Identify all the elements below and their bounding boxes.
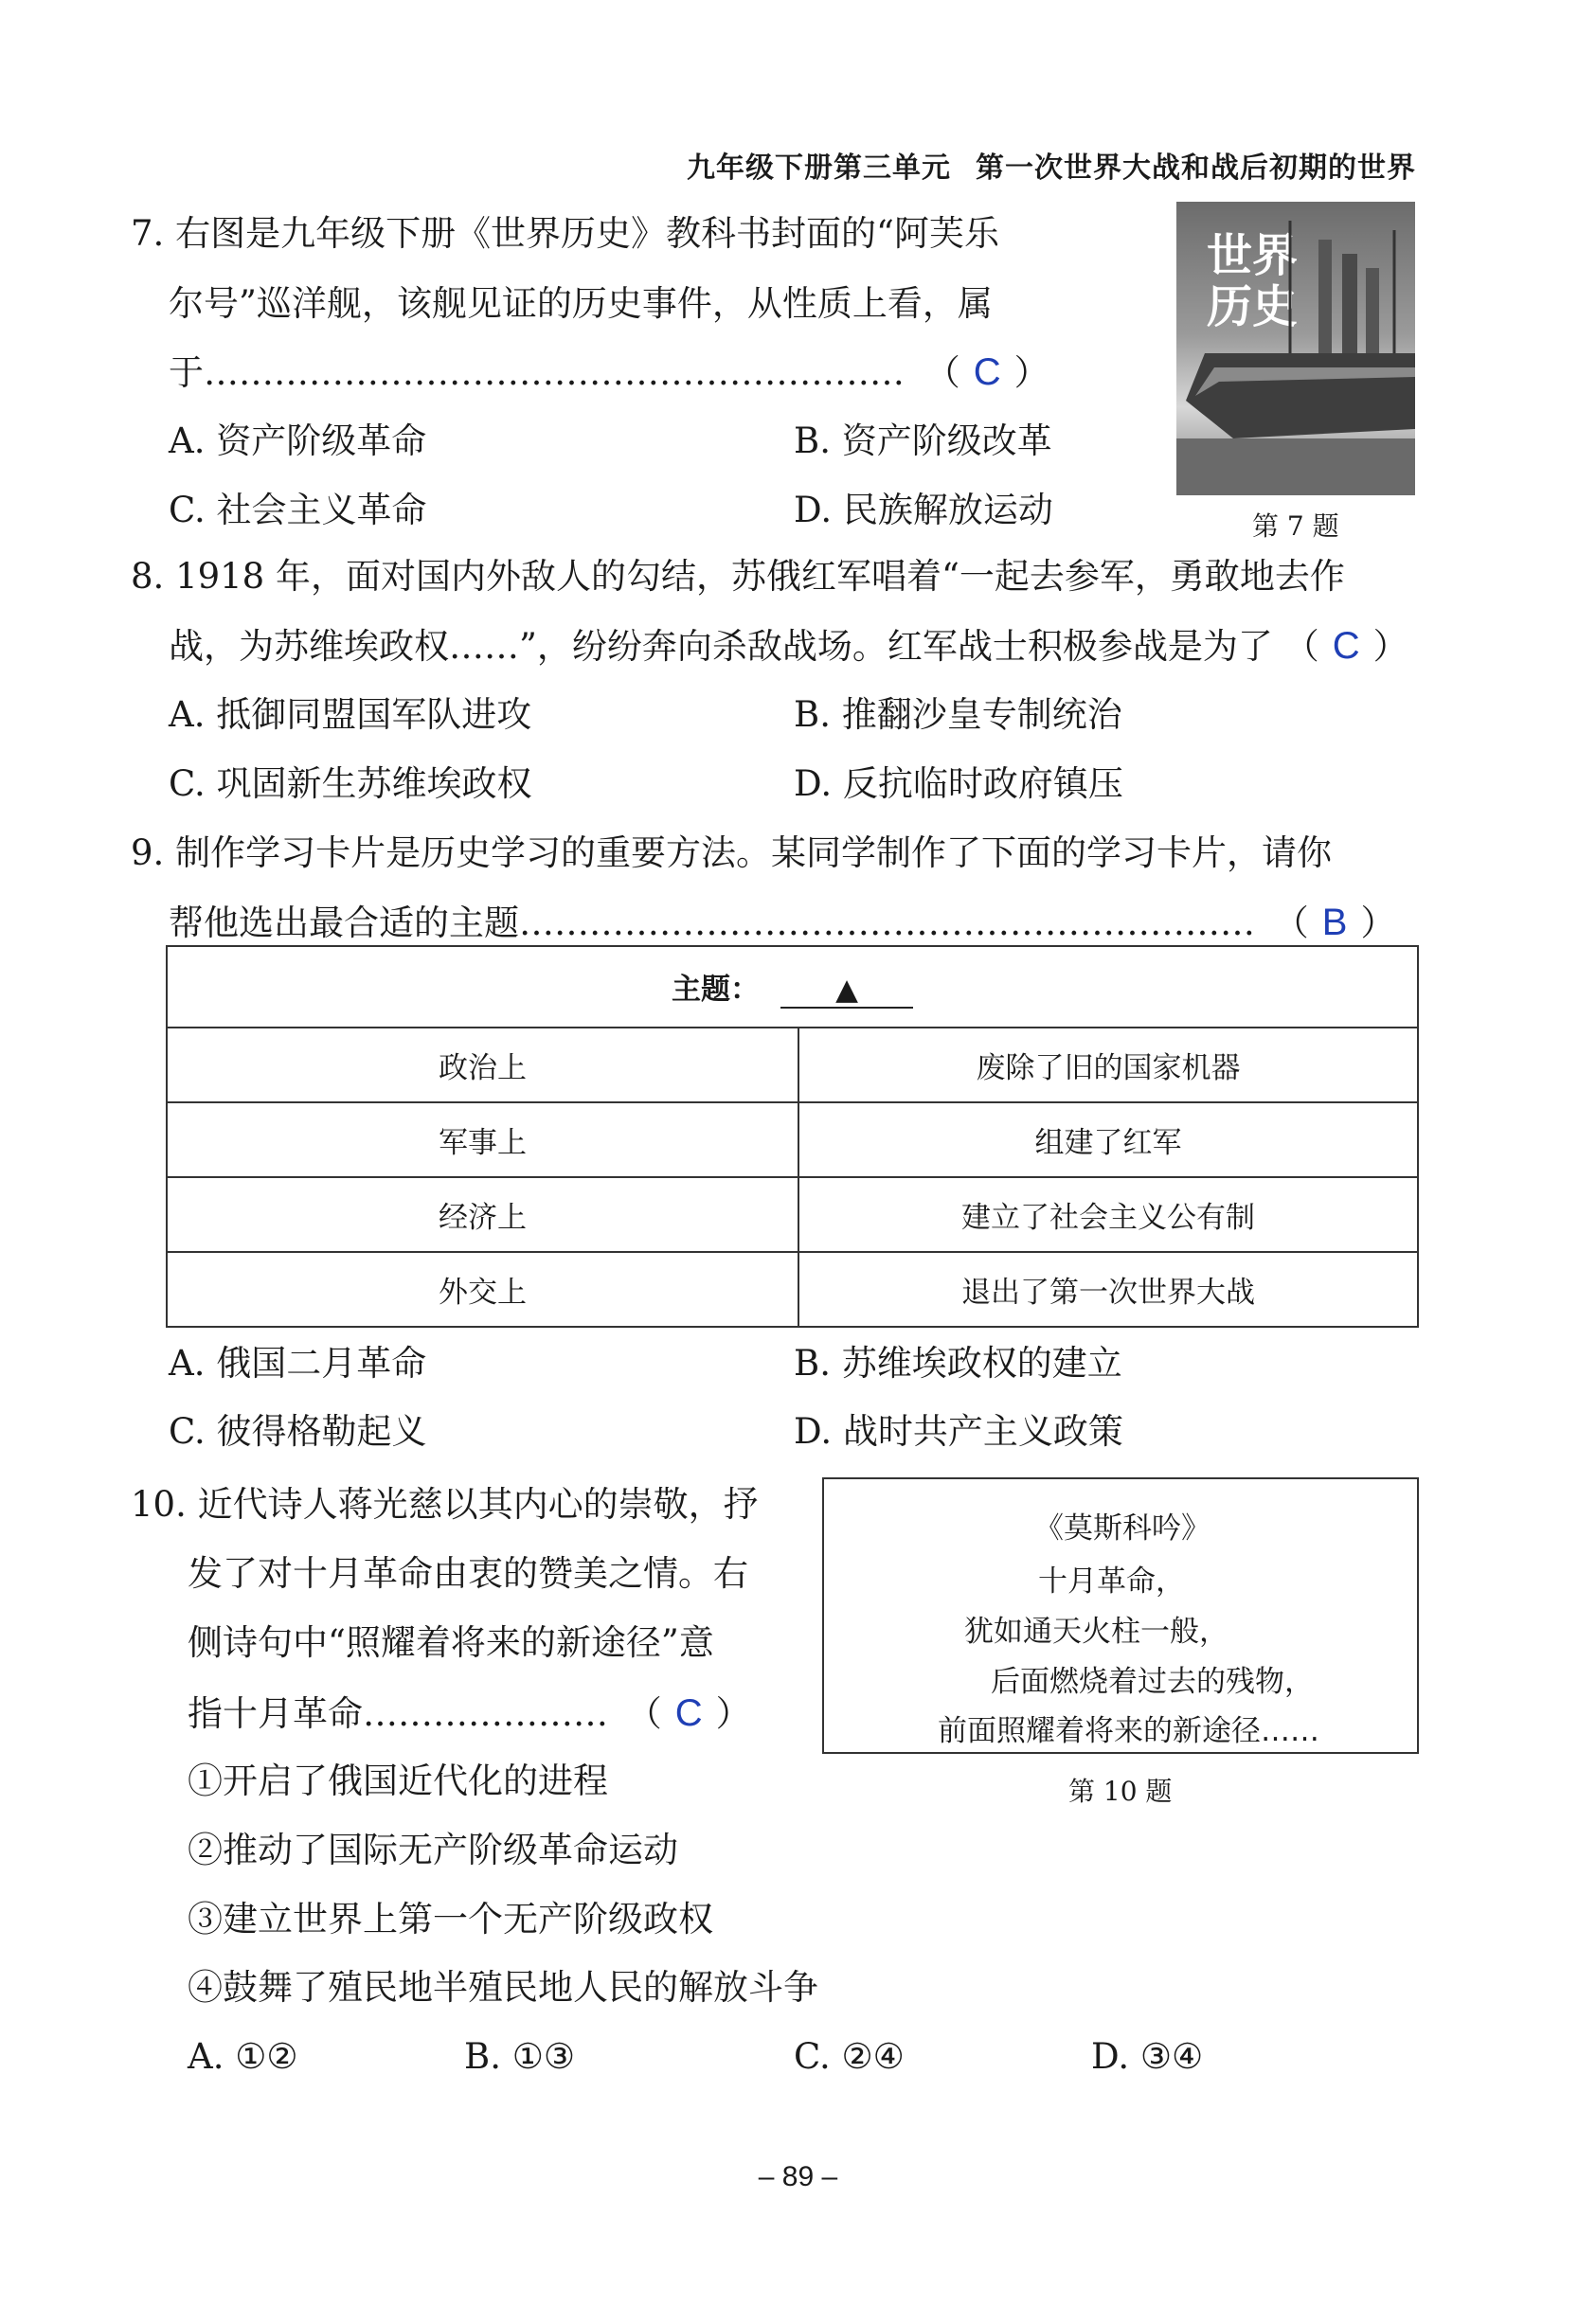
table-cell: 军事上 <box>167 1102 798 1177</box>
q8-answer: C <box>1332 625 1360 667</box>
q10-answer: C <box>674 1692 703 1734</box>
q8-line-1: 8. 1918 年，面对国内外敌人的勾结，苏俄红军唱着“一起去参军，勇敢地去作 <box>131 556 1345 597</box>
q9-option-c: C. 彼得格勒起义 <box>169 1411 427 1452</box>
q8-answer-bracket <box>1284 627 1408 665</box>
topic-cell <box>167 946 1418 1028</box>
q9-line-2 <box>169 903 1395 941</box>
poem-line: 犹如通天火柱一般， <box>964 1615 1228 1649</box>
paren-close: ） <box>1372 626 1408 667</box>
table-row <box>167 1028 1418 1102</box>
paren-close: ） <box>1013 352 1049 393</box>
q8-option-c: C. 巩固新生苏维埃政权 <box>169 763 532 804</box>
paren-open: （ <box>1283 626 1319 667</box>
page-header <box>687 144 1416 186</box>
topic-label: 主题： <box>672 973 760 1008</box>
q8-option-a: A. 抵御同盟国军队进攻 <box>169 694 532 735</box>
table-cell: 组建了红军 <box>798 1102 1418 1177</box>
table-cell: 建立了社会主义公有制 <box>798 1177 1418 1252</box>
q10-stem-end: 指十月革命………………… <box>188 1693 608 1734</box>
q7-line-1: 7. 右图是九年级下册《世界历史》教科书封面的“阿芙乐 <box>131 213 999 254</box>
header-unit: 九年级下册第三单元 <box>687 152 951 185</box>
table-cell: 外交上 <box>167 1252 798 1327</box>
paren-close: ） <box>715 1693 751 1734</box>
topic-blank: ▲ <box>780 974 913 1008</box>
q7-option-a: A. 资产阶级革命 <box>169 420 427 461</box>
q8-option-d: D. 反抗临时政府镇压 <box>794 763 1123 804</box>
q9-line-1: 9. 制作学习卡片是历史学习的重要方法。某同学制作了下面的学习卡片，请你 <box>131 832 1333 873</box>
poem-title: 《莫斯科吟》 <box>1034 1511 1210 1546</box>
study-card-table <box>166 945 1419 1328</box>
q8-stem-end: 战，为苏维埃政权……”，纷纷奔向杀敌战场。红军战士积极参战是为了 <box>169 626 1273 667</box>
q10-statement-4: ④鼓舞了殖民地半殖民地人民的解放斗争 <box>188 1967 818 2008</box>
q7-stem-end: 于…………………………………………………… <box>169 352 905 393</box>
poem-line: 前面照耀着将来的新途径…… <box>938 1714 1319 1748</box>
q10-option-b: B. ①③ <box>464 2036 576 2077</box>
table-row <box>167 1177 1418 1252</box>
table-cell: 经济上 <box>167 1177 798 1252</box>
q7-answer: C <box>973 351 1001 393</box>
paren-open: （ <box>626 1693 662 1734</box>
q10-answer-bracket <box>627 1694 751 1732</box>
q9-stem-end: 帮他选出最合适的主题……………………………………………………… <box>169 903 1255 943</box>
q7-option-b: B. 资产阶级改革 <box>794 420 1052 461</box>
table-cell: 政治上 <box>167 1028 798 1102</box>
header-title: 第一次世界大战和战后初期的世界 <box>976 152 1416 185</box>
q9-option-d: D. 战时共产主义政策 <box>794 1411 1123 1452</box>
q10-line-1: 10. 近代诗人蒋光慈以其内心的崇敬，抒 <box>131 1484 759 1525</box>
paren-open: （ <box>1273 903 1309 943</box>
cover-title: 世界历史 <box>1206 229 1298 333</box>
paren-close: ） <box>1360 903 1396 943</box>
q10-statement-2: ②推动了国际无产阶级革命运动 <box>188 1830 678 1870</box>
q7-option-d: D. 民族解放运动 <box>794 490 1053 530</box>
table-cell: 退出了第一次世界大战 <box>798 1252 1418 1327</box>
q10-line-3: 侧诗句中“照耀着将来的新途径”意 <box>188 1622 714 1663</box>
q9-answer-bracket <box>1274 903 1396 941</box>
q7-answer-bracket <box>925 353 1049 391</box>
paren-open: （ <box>924 352 960 393</box>
table-row <box>167 1252 1418 1327</box>
q10-statement-1: ①开启了俄国近代化的进程 <box>188 1761 608 1801</box>
q10-line-4 <box>188 1694 751 1732</box>
cruiser-ship-icon <box>1176 202 1415 495</box>
page-number: – 89 – <box>758 2161 838 2192</box>
poem-line: 十月革命， <box>1038 1564 1185 1599</box>
q10-statement-3: ③建立世界上第一个无产阶级政权 <box>188 1899 713 1940</box>
q9-option-b: B. 苏维埃政权的建立 <box>794 1343 1122 1384</box>
q7-line-2: 尔号”巡洋舰，该舰见证的历史事件，从性质上看，属 <box>169 283 993 324</box>
textbook-cover-image <box>1176 202 1415 495</box>
q7-line-3 <box>169 353 1049 391</box>
q9-answer: B <box>1321 902 1348 943</box>
table-header-row <box>167 946 1418 1028</box>
q9-option-a: A. 俄国二月革命 <box>169 1343 427 1384</box>
q8-option-b: B. 推翻沙皇专制统治 <box>794 694 1122 735</box>
q10-option-a: A. ①② <box>188 2036 298 2077</box>
q7-caption: 第 7 题 <box>1252 510 1339 542</box>
q10-option-d: D. ③④ <box>1091 2036 1204 2077</box>
q7-option-c: C. 社会主义革命 <box>169 490 427 530</box>
q8-line-2 <box>169 627 1408 665</box>
q10-line-2: 发了对十月革命由衷的赞美之情。右 <box>188 1553 748 1594</box>
poem-line: 后面燃烧着过去的残物， <box>991 1665 1314 1699</box>
q10-caption: 第 10 题 <box>1068 1776 1173 1807</box>
poem-box <box>822 1477 1419 1754</box>
table-cell: 废除了旧的国家机器 <box>798 1028 1418 1102</box>
q10-option-c: C. ②④ <box>794 2036 905 2077</box>
table-row <box>167 1102 1418 1177</box>
